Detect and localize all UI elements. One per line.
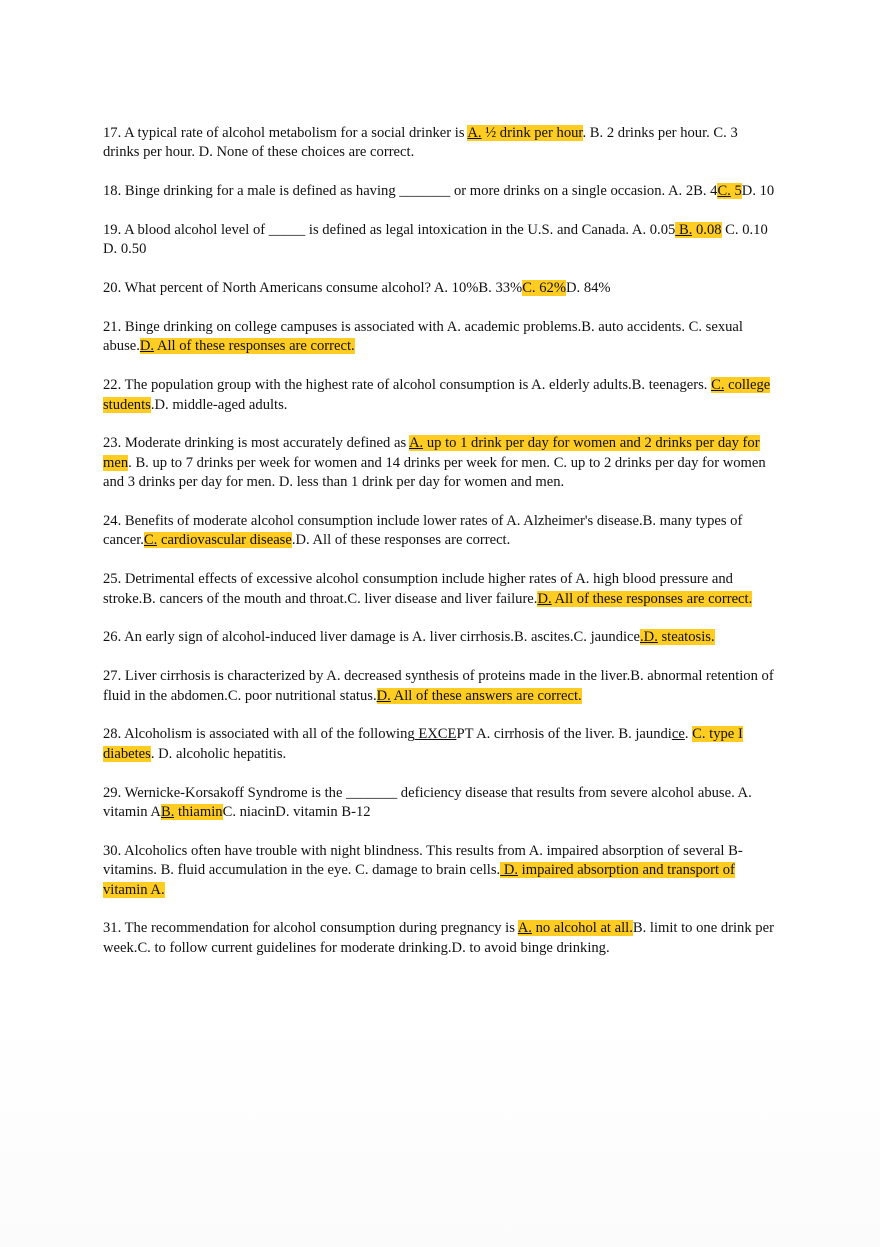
highlighted-answer-text: C. (143, 532, 158, 549)
question-text: C. niacinD. vitamin B-12 (222, 804, 371, 821)
highlighted-answer-text: no alcohol at all. (531, 920, 633, 937)
question-item (103, 124, 775, 163)
question-text: 23. Moderate drinking is most accurately defined as (103, 435, 409, 452)
question-text: B. limit to one drink per week.C. to follow current guidelines for moderate drinking.D. to avoid binge drinking. (103, 920, 774, 956)
highlighted-answer-text: type I diabetes (103, 726, 743, 762)
highlighted-answer-text: ½ drink per hour (481, 125, 583, 141)
highlighted-answer-text: A. (408, 435, 424, 452)
highlighted-answer-text: All of these responses are correct. (551, 590, 753, 607)
question-text: 18. Binge drinking for a male is defined as having _______ or more drinks on a single occasion. A. 2B. 4 (103, 183, 718, 200)
question-text: . B. up to 7 drinks per week for women and 14 drinks per week for men. C. up to 2 drinks per day for women and 3 drinks per day for men. D. less than 1 drink per day for women and men. (103, 454, 766, 491)
highlighted-answer-text: 0.08 (692, 222, 722, 238)
highlighted-answer-text: A. (517, 920, 532, 937)
question-text: .D. All of these responses are correct. (291, 532, 511, 549)
question-item (103, 318, 775, 357)
highlighted-answer-text: B. (675, 222, 693, 238)
highlighted-answer-text: C. (711, 377, 725, 394)
highlighted-answer-text: .D. (640, 629, 658, 646)
highlighted-answer-text: All of these responses are correct. (154, 338, 355, 355)
highlighted-answer-text: impaired absorption and transport of vitamin A. (103, 862, 735, 898)
question-item (103, 279, 775, 298)
question-list (103, 124, 775, 978)
question-text: 19. A blood alcohol level of _____ is defined as legal intoxication in the U.S. and Canada. A. 0.05 (103, 222, 676, 238)
question-item (103, 919, 775, 958)
question-text: 22. The population group with the highest rate of alcohol consumption is A. elderly adults.B. teenagers. (103, 377, 712, 394)
question-text: PT A. cirrhosis of the liver. B. jaundi (456, 726, 672, 743)
highlighted-answer-text: B. (160, 804, 175, 821)
question-item (103, 570, 775, 609)
question-item (103, 434, 775, 492)
highlighted-answer-text: A. (467, 125, 482, 141)
highlighted-answer-text: D. (500, 862, 519, 879)
question-item (103, 667, 775, 706)
highlighted-answer-text: C. (692, 726, 706, 743)
question-text: 20. What percent of North Americans consume alcohol? A. 10%B. 33% (103, 280, 523, 297)
highlighted-answer-text: 5 (730, 183, 742, 200)
question-item (103, 182, 775, 201)
question-text: 27. Liver cirrhosis is characterized by A. decreased synthesis of proteins made in the liver.B. abnormal retention of fluid in the abdomen.C. poor nutritional status. (103, 668, 774, 704)
question-item (103, 376, 775, 415)
question-text: 26. An early sign of alcohol-induced liver damage is A. liver cirrhosis.B. ascites.C. jaundice (103, 629, 640, 646)
question-item (103, 221, 775, 260)
question-text: . D. alcoholic hepatitis. (150, 745, 287, 762)
question-text: D. 84% (565, 280, 611, 297)
question-text: 31. The recommendation for alcohol consumption during pregnancy is (103, 920, 518, 937)
question-text: EXCE (414, 726, 457, 743)
highlighted-answer-text: D. (537, 590, 552, 607)
question-text: C. 0.10 D. 0.50 (103, 222, 768, 258)
question-text: D. 10 (741, 183, 775, 200)
question-text: 28. Alcoholism is associated with all of the following (103, 726, 415, 743)
question-text: 24. Benefits of moderate alcohol consumption include lower rates of A. Alzheimer's disease.B. many types of cancer. (103, 513, 743, 549)
highlighted-answer-text: D. (376, 687, 391, 704)
highlighted-answer-text: All of these answers are correct. (390, 687, 582, 704)
question-text: . (684, 726, 693, 743)
question-item (103, 512, 775, 551)
highlighted-answer-text: up to 1 drink per day for women and 2 drinks per day for men (103, 435, 760, 471)
highlighted-answer-text: thiamin (174, 804, 223, 821)
highlighted-answer-text: cardiovascular disease (157, 532, 292, 549)
question-item (103, 842, 775, 900)
question-item (103, 784, 775, 823)
question-text: .D. middle-aged adults. (150, 396, 288, 413)
question-text: 17. A typical rate of alcohol metabolism for a social drinker is (103, 125, 468, 141)
question-text: 25. Detrimental effects of excessive alcohol consumption include higher rates of A. high blood pressure and stroke.B. cancers of the mouth and throat.C. liver disease and liver failure. (103, 571, 733, 607)
highlighted-answer-text: C. 62% (522, 280, 566, 297)
question-item (103, 725, 775, 764)
highlighted-answer-text: C. (717, 183, 731, 200)
question-text: ce (671, 726, 685, 743)
highlighted-answer-text: college students (103, 377, 771, 413)
highlighted-answer-text: D. (139, 338, 155, 355)
question-item (103, 628, 775, 647)
question-text: 21. Binge drinking on college campuses is associated with A. academic problems.B. auto accidents. C. sexual abuse. (103, 319, 743, 355)
question-text: 30. Alcoholics often have trouble with night blindness. This results from A. impaired absorption of several B-vitamins. B. fluid accumulation in the eye. C. damage to brain cells. (103, 842, 743, 879)
question-text: . B. 2 drinks per hour. C. 3 drinks per hour. D. None of these choices are correct. (103, 125, 738, 161)
highlighted-answer-text: steatosis. (657, 629, 715, 646)
question-text: 29. Wernicke-Korsakoff Syndrome is the _______ deficiency disease that results from severe alcohol abuse. A. vitamin A (103, 784, 752, 821)
